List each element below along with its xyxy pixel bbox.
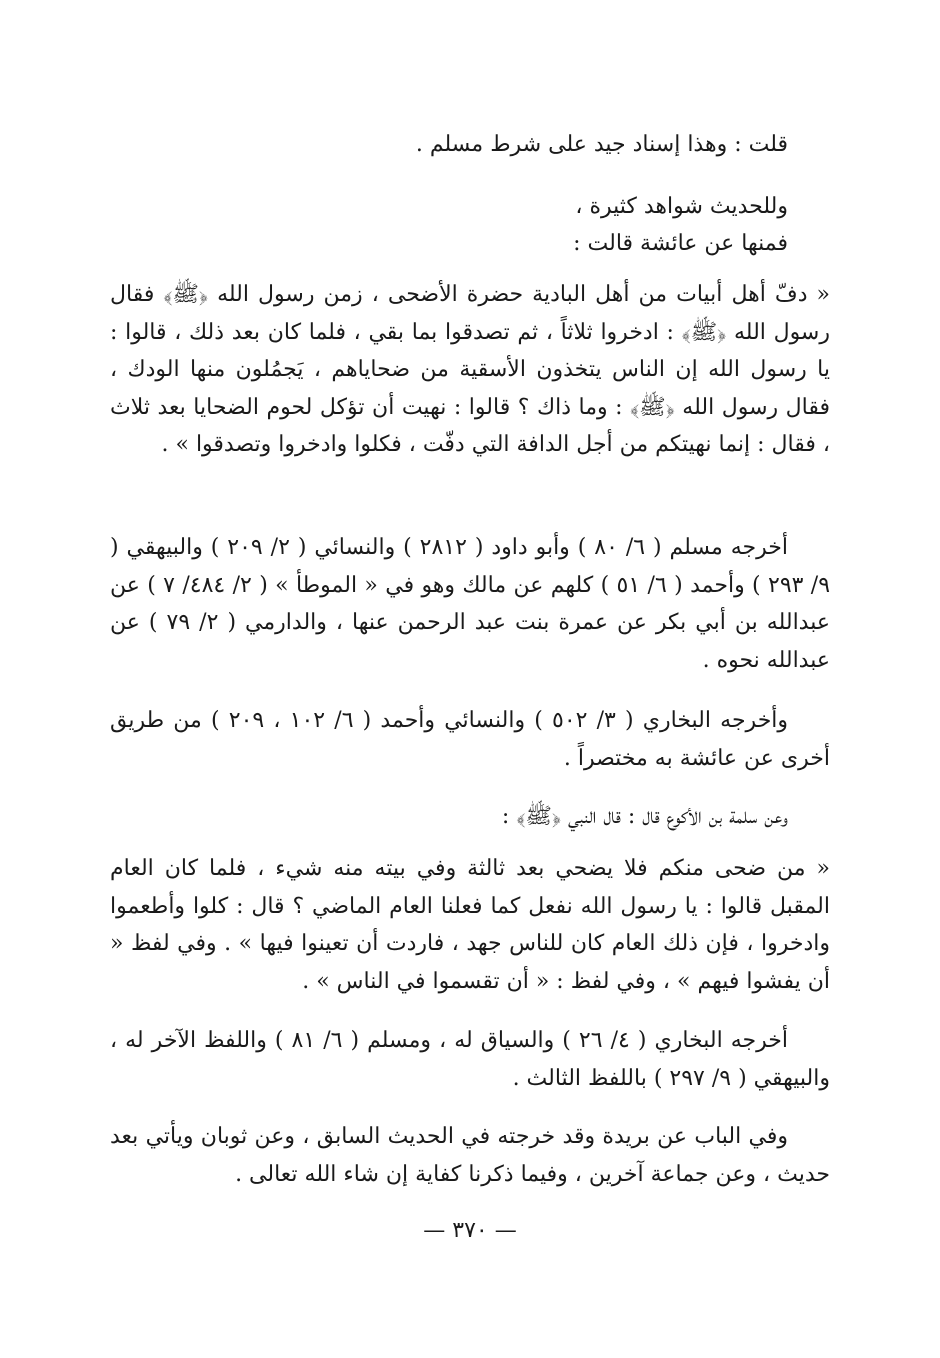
paragraph-1: قلت : وهذا إسناد جيد على شرط مسلم . xyxy=(415,132,788,157)
paragraph-5-takhrij: أخرجه مسلم ( ٦/ ٨٠ ) وأبو داود ( ٢٨١٢ ) والنسائي ( ٢/ ٢٠٩ ) والبيهقي ( ٩/ ٢٩٣ ) وأحمد ( ٦/ ٥١ ) كلهم عن مالك وهو في « الموطأ » ( ٢/ ٤٨٤/ ٧ ) عن عبدالله بن أبي بكر عن عمرة بنت عبد الرحمن عنها ، والدارمي ( ٢/ ٧٩ ) عن عبدالله نحوه . xyxy=(110,535,831,673)
paragraph-3: فمنها عن عائشة قالت : xyxy=(573,231,788,256)
paragraph-7: وعن سلمة بن الأكوع قال : قال النبي ﴿ﷺ﴾ : xyxy=(501,804,788,829)
paragraph-8-hadith: « من ضحى منكم فلا يضحي بعد ثالثة وفي بيته منه شيء ، فلما كان العام المقبل قالوا : يا رسول الله نفعل كما فعلنا العام الماضي ؟ قال : كلوا وأطعموا وادخروا ، فإن ذلك العام كان للناس جهد ، فاردت أن تعينوا فيها » . وفي لفظ « أن يفشوا فيهم » ، وفي لفظ : « أن تقسموا في الناس » . xyxy=(110,856,830,994)
paragraph-4-hadith: « دفّ أهل أبيات من أهل البادية حضرة الأضحى ، زمن رسول الله ﴿ﷺ﴾ فقال رسول الله ﴿ﷺ﴾ : ادخروا ثلاثاً ، ثم تصدقوا بما بقي ، فلما كان بعد ذلك ، قالوا : يا رسول الله إن الناس يتخذون الأسقية من ضحاياهم ، يَجمُلون منها الودك ، فقال رسول الله ﴿ﷺ﴾ : وما ذاك ؟ قالوا : نهيت أن تؤكل لحوم الضحايا بعد ثلاث ، فقال : إنما نهيتكم من أجل الدافة التي دفّت ، فكلوا وادخروا وتصدقوا » . xyxy=(110,282,830,457)
paragraph-6-takhrij: وأخرجه البخاري ( ٣/ ٥٠٢ ) والنسائي وأحمد ( ٦/ ١٠٢ ، ٢٠٩ ) من طريق أخرى عن عائشة به مختصراً . xyxy=(110,708,830,771)
paragraph-2: وللحديث شواهد كثيرة ، xyxy=(575,194,788,219)
page-number: — ٣٧٠ — xyxy=(423,1218,517,1243)
paragraph-9-takhrij: أخرجه البخاري ( ٤/ ٢٦ ) والسياق له ، ومسلم ( ٦/ ٨١ ) واللفظ الآخر له ، والبيهقي ( ٩/ ٢٩٧ ) باللفظ الثالث . xyxy=(110,1028,830,1091)
paragraph-10: وفي الباب عن بريدة وقد خرجته في الحديث السابق ، وعن ثوبان ويأتي بعد حديث ، وعن جماعة آخرين ، وفيما ذكرنا كفاية إن شاء الله تعالى . xyxy=(110,1124,830,1187)
